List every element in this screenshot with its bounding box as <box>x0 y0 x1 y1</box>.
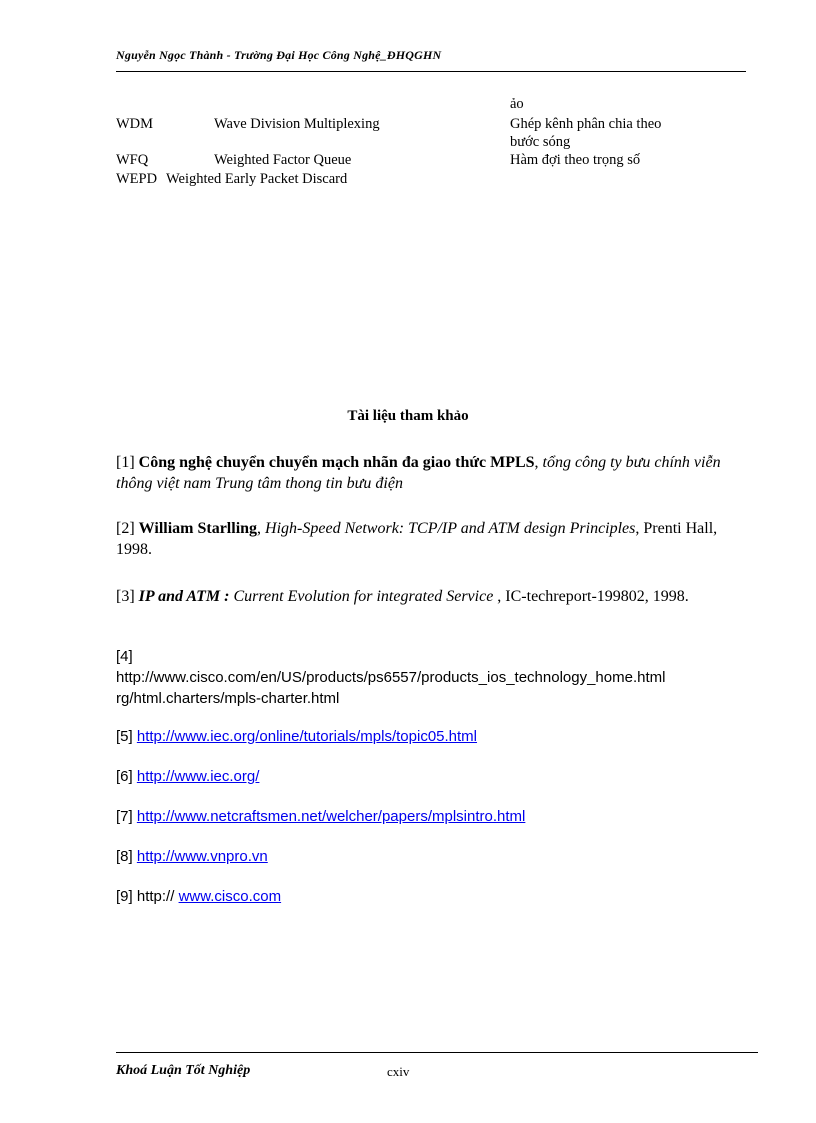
abbreviation-abbr: WEPD <box>116 171 158 187</box>
reference-5 <box>116 726 756 747</box>
reference-publisher: , Prenti Hall, 1998. <box>116 520 718 558</box>
abbreviation-full: Weighted Factor Queue <box>214 152 352 168</box>
reference-number: [2] <box>116 520 135 537</box>
reference-7 <box>116 806 756 827</box>
reference-2 <box>116 518 756 560</box>
header-rule <box>116 71 746 72</box>
reference-author: William Starlling <box>138 520 258 537</box>
abbreviation-vn: ảo <box>510 96 524 112</box>
abbreviation-abbr: WFQ <box>116 152 149 168</box>
reference-link[interactable]: www.cisco.com <box>178 888 282 905</box>
reference-number: [9] <box>116 888 133 905</box>
abbreviation-abbr: WDM <box>116 116 154 132</box>
reference-separator: , <box>257 520 266 537</box>
reference-number: [6] <box>116 768 133 785</box>
reference-3 <box>116 586 756 607</box>
footer-title: Khoá Luận Tốt Nghiệp <box>116 1063 251 1078</box>
reference-url-line1: http://www.cisco.com/en/US/products/ps6557/products_ios_technology_home.html <box>116 669 666 686</box>
references-heading: Tài liệu tham khảo <box>347 408 469 424</box>
reference-number: [5] <box>116 728 133 745</box>
reference-title: Công nghệ chuyển chuyển mạch nhãn đa giao thức MPLS <box>138 454 535 471</box>
reference-9 <box>116 886 756 907</box>
reference-8 <box>116 846 756 867</box>
reference-number: [7] <box>116 808 133 825</box>
reference-separator: , <box>534 454 543 471</box>
reference-link[interactable]: http://www.netcraftsmen.net/welcher/papers/mplsintro.html <box>136 808 526 825</box>
reference-number: [1] <box>116 454 135 471</box>
reference-number: [8] <box>116 848 133 865</box>
reference-title: Current Evolution for integrated Service <box>229 588 494 605</box>
reference-1 <box>116 452 756 494</box>
abbreviation-vn: Ghép kênh phân chia theo <box>510 116 662 132</box>
abbreviation-vn: Hàm đợi theo trọng số <box>510 152 641 168</box>
abbreviation-full: Weighted Early Packet Discard <box>166 171 348 187</box>
reference-link[interactable]: http://www.iec.org/ <box>136 768 260 785</box>
abbreviation-full: Wave Division Multiplexing <box>214 116 380 132</box>
reference-number: [4] <box>116 648 133 665</box>
reference-title-bold: IP and ATM : <box>138 588 230 605</box>
reference-url-prefix: http:// <box>136 888 175 905</box>
reference-title: High-Speed Network: TCP/IP and ATM design Principles <box>265 520 636 537</box>
reference-number: [3] <box>116 588 135 605</box>
page-header-text: Nguyễn Ngọc Thành - Trường Đại Học Công Nghệ_ĐHQGHN <box>116 48 442 62</box>
reference-6 <box>116 766 756 787</box>
reference-url-line2: rg/html.charters/mpls-charter.html <box>116 690 340 707</box>
reference-link[interactable]: http://www.vnpro.vn <box>136 848 268 865</box>
reference-publisher: , IC-techreport-199802, 1998. <box>493 588 689 605</box>
reference-4 <box>116 646 756 709</box>
page-number: cxiv <box>387 1064 410 1079</box>
reference-link[interactable]: http://www.iec.org/online/tutorials/mpls/topic05.html <box>136 728 478 745</box>
footer-rule <box>116 1052 758 1053</box>
abbreviation-vn: bước sóng <box>510 134 571 150</box>
reference-source: tổng công ty bưu chính viễn thông việt nam Trung tâm thong tin bưu điện <box>116 454 721 492</box>
